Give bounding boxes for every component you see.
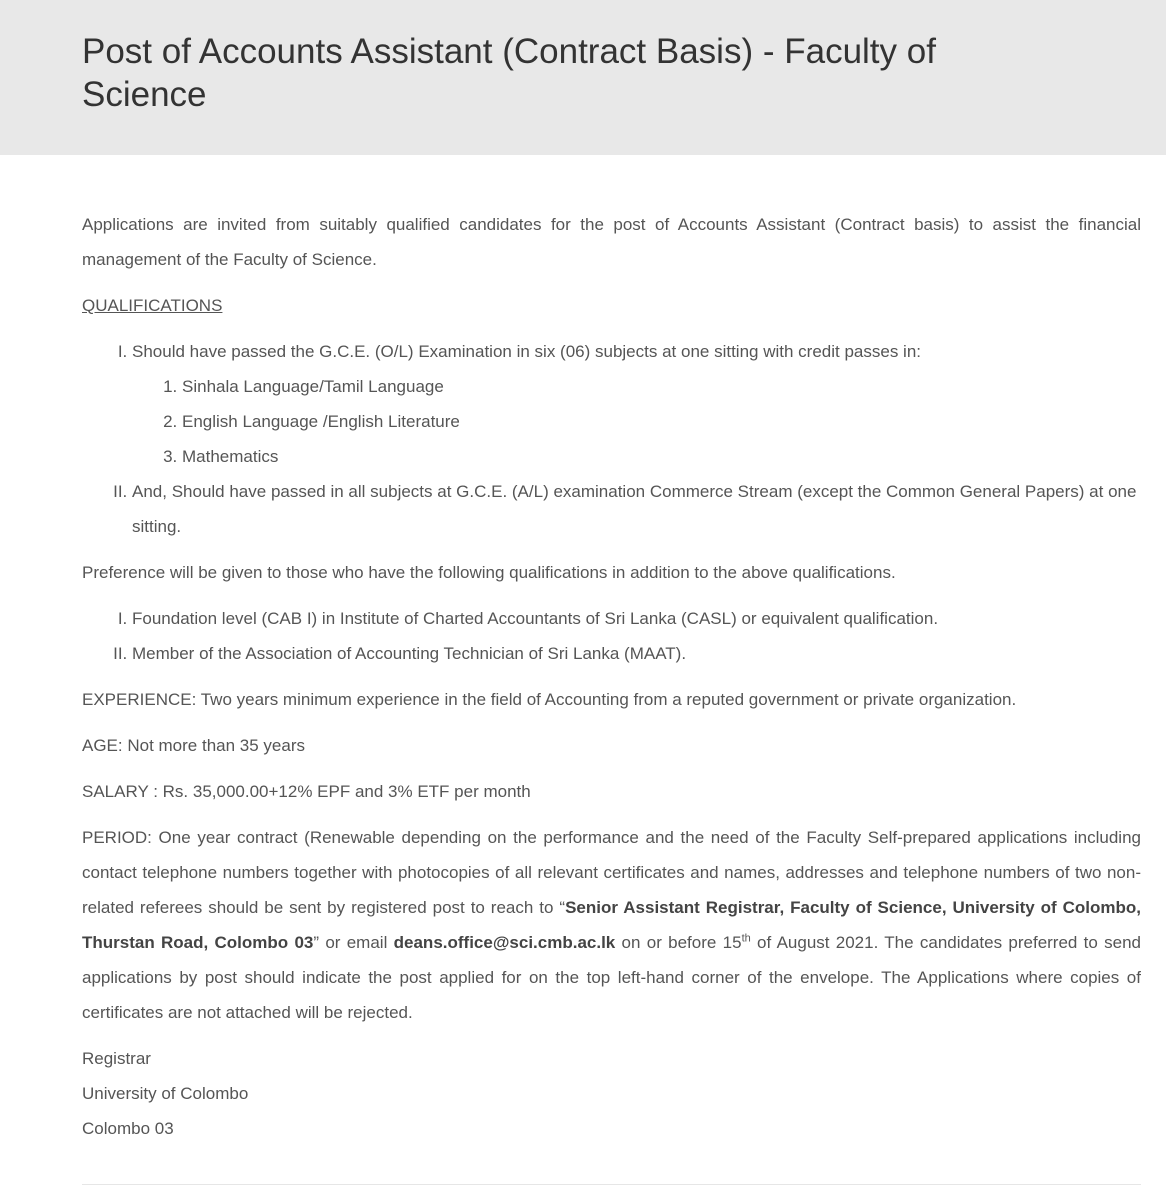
period-text-1: PERIOD: One year contract (Renewable depending on the performance and the need of the Faculty Self-prepared applications including contact telephone numbers together with photocopies of all relevant certificates and names, addresses and telephone numbers of two non-related referees should be sent by registered post to reach to “ [82, 828, 1141, 917]
qualification-item-1-text: Should have passed the G.C.E. (O/L) Examination in six (06) subjects at one sitting with credit passes in: [132, 342, 921, 361]
qualification-item-2: II. And, Should have passed in all subjects at G.C.E. (A/L) examination Commerce Stream (except the Common General Papers) at one sitting. [132, 474, 1141, 544]
qualifications-heading-text: QUALIFICATIONS [82, 296, 223, 315]
subject-item: 3. Mathematics [182, 439, 1141, 474]
preference-list [82, 601, 1141, 671]
subject-item: 2. English Language /English Literature [182, 404, 1141, 439]
period-text-3: on or before 15 [615, 933, 742, 952]
subject-item: 1. Sinhala Language/Tamil Language [182, 369, 1141, 404]
qualifications-list [82, 334, 1141, 544]
page-title: Post of Accounts Assistant (Contract Basis) - Faculty of Science [82, 32, 936, 114]
page-header [0, 0, 1166, 155]
preference-item: I. Foundation level (CAB I) in Institute of Charted Accountants of Sri Lanka (CASL) or equivalent qualification. [132, 601, 1141, 636]
content-divider [82, 1184, 1141, 1185]
period-text-4: of August 2021. The candidates preferred to send applications by post should indicate the post applied for on the top left-hand corner of the envelope. The Applications where copies of certificates are not attached will be rejected. [82, 933, 1141, 1022]
signature-line: University of Colombo [82, 1084, 249, 1103]
postal-address: Senior Assistant Registrar, Faculty of Science, University of Colombo, Thurstan Road, Colombo 03 [82, 898, 1141, 952]
period-paragraph [82, 820, 1141, 1030]
signature-line: Registrar [82, 1049, 151, 1068]
date-ordinal-suffix: th [741, 932, 751, 945]
period-text-2: ” or email [313, 933, 394, 952]
subjects-list [132, 369, 1141, 474]
preference-paragraph: Preference will be given to those who have the following qualifications in addition to the above qualifications. [82, 563, 896, 582]
qualifications-heading [82, 288, 1141, 323]
signature-line: Colombo 03 [82, 1119, 174, 1138]
intro-paragraph: Applications are invited from suitably qualified candidates for the post of Accounts Assistant (Contract basis) to assist the financial management of the Faculty of Science. [82, 215, 1141, 269]
signature-block [82, 1041, 1141, 1146]
salary-paragraph: SALARY : Rs. 35,000.00+12% EPF and 3% ETF per month [82, 782, 531, 801]
experience-paragraph: EXPERIENCE: Two years minimum experience in the field of Accounting from a reputed government or private organization. [82, 690, 1017, 709]
age-paragraph: AGE: Not more than 35 years [82, 736, 305, 755]
preference-item: II. Member of the Association of Accounting Technician of Sri Lanka (MAAT). [132, 636, 1141, 671]
article-body [0, 155, 1166, 1185]
qualification-item-1 [132, 334, 1141, 474]
contact-email: deans.office@sci.cmb.ac.lk [393, 933, 616, 952]
